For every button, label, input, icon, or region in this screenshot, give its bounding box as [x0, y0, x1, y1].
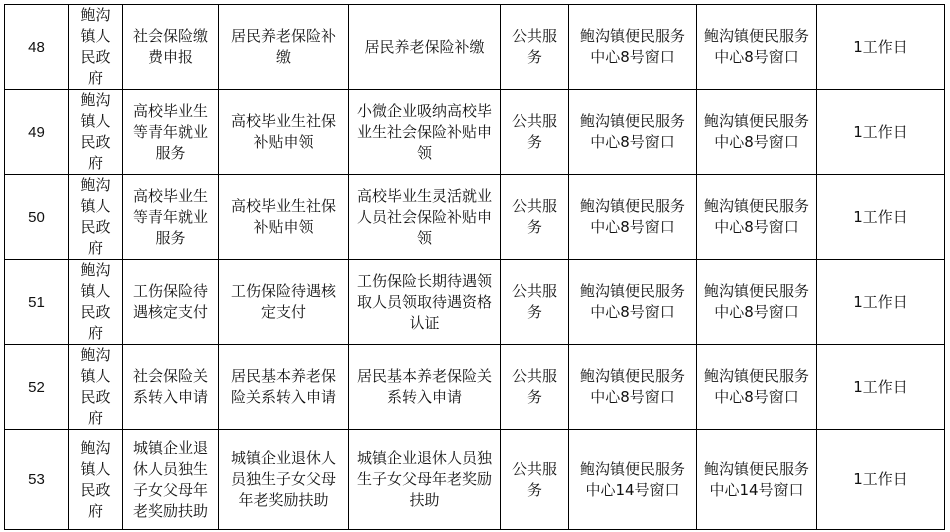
department-cell: 鲍沟镇人民政府: [69, 175, 123, 260]
time-limit-cell: 1工作日: [817, 90, 945, 175]
location-cell: 鲍沟镇便民服务中心8号窗口: [569, 5, 697, 90]
department-cell: 鲍沟镇人民政府: [69, 260, 123, 345]
location-cell: 鲍沟镇便民服务中心8号窗口: [569, 260, 697, 345]
window-cell: 鲍沟镇便民服务中心8号窗口: [697, 5, 817, 90]
category-cell: 公共服务: [501, 260, 569, 345]
table-row: [5, 430, 945, 530]
row-number: 49: [5, 90, 69, 175]
matter-cell: 高校毕业生等青年就业服务: [123, 175, 219, 260]
category-cell: 公共服务: [501, 345, 569, 430]
row-number: 52: [5, 345, 69, 430]
detail-cell: 居民基本养老保险关系转入申请: [349, 345, 501, 430]
time-limit-cell: 1工作日: [817, 175, 945, 260]
time-limit-cell: 1工作日: [817, 260, 945, 345]
location-cell: 鲍沟镇便民服务中心8号窗口: [569, 345, 697, 430]
department-cell: 鲍沟镇人民政府: [69, 5, 123, 90]
sub-matter-cell: 工伤保险待遇核定支付: [219, 260, 349, 345]
window-cell: 鲍沟镇便民服务中心8号窗口: [697, 175, 817, 260]
window-cell: 鲍沟镇便民服务中心14号窗口: [697, 430, 817, 530]
location-cell: 鲍沟镇便民服务中心8号窗口: [569, 175, 697, 260]
detail-cell: 居民养老保险补缴: [349, 5, 501, 90]
detail-cell: 高校毕业生灵活就业人员社会保险补贴申领: [349, 175, 501, 260]
category-cell: 公共服务: [501, 90, 569, 175]
category-cell: 公共服务: [501, 175, 569, 260]
sub-matter-cell: 城镇企业退休人员独生子女父母年老奖励扶助: [219, 430, 349, 530]
time-limit-cell: 1工作日: [817, 5, 945, 90]
matter-cell: 工伤保险待遇核定支付: [123, 260, 219, 345]
service-matters-table: [4, 4, 945, 530]
window-cell: 鲍沟镇便民服务中心8号窗口: [697, 90, 817, 175]
sub-matter-cell: 高校毕业生社保补贴申领: [219, 175, 349, 260]
time-limit-cell: 1工作日: [817, 430, 945, 530]
row-number: 53: [5, 430, 69, 530]
sub-matter-cell: 高校毕业生社保补贴申领: [219, 90, 349, 175]
category-cell: 公共服务: [501, 430, 569, 530]
matter-cell: 社会保险关系转入申请: [123, 345, 219, 430]
category-cell: 公共服务: [501, 5, 569, 90]
table-row: [5, 175, 945, 260]
matter-cell: 城镇企业退休人员独生子女父母年老奖励扶助: [123, 430, 219, 530]
table-row: [5, 260, 945, 345]
row-number: 48: [5, 5, 69, 90]
department-cell: 鲍沟镇人民政府: [69, 430, 123, 530]
matter-cell: 高校毕业生等青年就业服务: [123, 90, 219, 175]
sub-matter-cell: 居民基本养老保险关系转入申请: [219, 345, 349, 430]
location-cell: 鲍沟镇便民服务中心8号窗口: [569, 90, 697, 175]
detail-cell: 工伤保险长期待遇领取人员领取待遇资格认证: [349, 260, 501, 345]
window-cell: 鲍沟镇便民服务中心8号窗口: [697, 260, 817, 345]
detail-cell: 小微企业吸纳高校毕业生社会保险补贴申领: [349, 90, 501, 175]
table-row: [5, 345, 945, 430]
location-cell: 鲍沟镇便民服务中心14号窗口: [569, 430, 697, 530]
department-cell: 鲍沟镇人民政府: [69, 345, 123, 430]
row-number: 51: [5, 260, 69, 345]
row-number: 50: [5, 175, 69, 260]
detail-cell: 城镇企业退休人员独生子女父母年老奖励扶助: [349, 430, 501, 530]
time-limit-cell: 1工作日: [817, 345, 945, 430]
table-row: [5, 5, 945, 90]
sub-matter-cell: 居民养老保险补缴: [219, 5, 349, 90]
window-cell: 鲍沟镇便民服务中心8号窗口: [697, 345, 817, 430]
matter-cell: 社会保险缴费申报: [123, 5, 219, 90]
table-row: [5, 90, 945, 175]
department-cell: 鲍沟镇人民政府: [69, 90, 123, 175]
